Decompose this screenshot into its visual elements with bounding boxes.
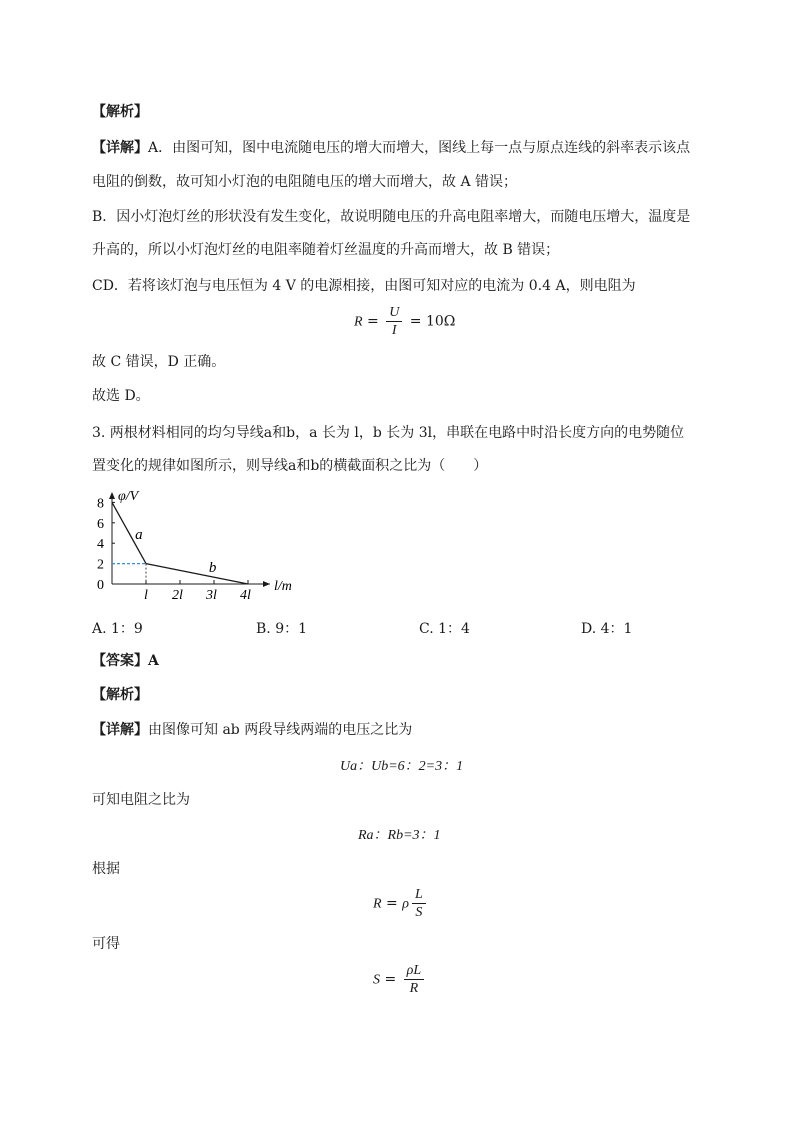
- option-cd-text: CD．若将该灯泡与电压恒为 4 V 的电源相接，由图可知对应的电流为 0.4 A，则电阻为: [92, 278, 636, 294]
- detail-paragraph-2: [92, 720, 412, 740]
- series-label-a: a: [135, 527, 143, 544]
- resistance-ratio-text: 可知电阻之比为: [92, 792, 190, 808]
- x-axis-label: l/m: [274, 579, 292, 594]
- resistance-ratio-equation: Ra：Rb=3：1: [358, 828, 441, 843]
- resistivity-eq: =: [381, 895, 403, 912]
- detail-text-2: 电阻的倒数，故可知小灯泡的电阻随电压的增大而增大，故 A 错误；: [92, 174, 518, 190]
- y-tick-label: 2: [97, 557, 104, 573]
- option-b-text-1: B．因小灯泡灯丝的形状没有发生变化，故说明随电压的升高电阻率增大，而随电压增大，温度是: [92, 209, 691, 225]
- question3-line1: 3. 两根材料相同的均匀导线a和b，a 长为 l，b 长为 3l，串联在电路中时沿长度方向的电势随位: [92, 425, 685, 441]
- detail-label-2: 【详解】: [92, 722, 148, 738]
- area-lhs: S: [373, 972, 380, 988]
- area-eq: =: [380, 971, 401, 988]
- y-tick-label: 0: [97, 578, 104, 593]
- answer-label: 【答案】A: [92, 653, 159, 669]
- area-denominator: R: [409, 981, 419, 996]
- according-text: 根据: [92, 861, 120, 877]
- series-label-b: b: [208, 559, 217, 576]
- y-axis-arrow: [109, 492, 115, 499]
- option-b-text-2: 升高的，所以小灯泡灯丝的电阻率随着灯丝温度的升高而增大，故 B 错误；: [92, 242, 560, 258]
- voltage-ratio-equation: Ua：Ub=6：2=3：1: [340, 759, 464, 774]
- option-c[interactable]: C. 1：4: [419, 621, 470, 637]
- conclusion-text: 故 C 错误，D 正确。: [92, 354, 226, 370]
- formula-eq: =: [362, 313, 384, 330]
- obtain-text: 可得: [92, 936, 120, 952]
- resistivity-lhs: R: [373, 896, 382, 912]
- detail-text-1: A．由图可知，图中电流随电压的增大而增大，图线上每一点与原点连线的斜率表示该点: [148, 140, 691, 156]
- formula-rhs: = 10Ω: [405, 313, 456, 330]
- resistivity-rho: ρ: [402, 896, 409, 912]
- option-a[interactable]: A. 1：9: [92, 621, 143, 637]
- choice-text: 故选 D。: [92, 388, 150, 404]
- area-fraction: [404, 962, 425, 997]
- y-tick-label: 4: [97, 537, 104, 553]
- option-d[interactable]: D. 4：1: [581, 621, 633, 637]
- analysis-label-2: 【解析】: [92, 687, 148, 703]
- potential-chart: [88, 486, 318, 604]
- detail-text-voltage: 由图像可知 ab 两段导线两端的电压之比为: [148, 722, 413, 738]
- x-tick-label: 2l: [172, 588, 183, 603]
- x-tick-label: 3l: [206, 588, 217, 603]
- formula-numerator: U: [386, 304, 402, 322]
- y-tick-label: 8: [97, 496, 104, 512]
- y-tick-label: 6: [97, 516, 104, 532]
- detail-paragraph-1: [92, 138, 690, 158]
- area-numerator: ρL: [404, 962, 425, 980]
- x-tick-label: l: [144, 588, 148, 603]
- detail-label: 【详解】: [92, 140, 148, 156]
- resistance-formula: [354, 304, 455, 339]
- analysis-label: 【解析】: [92, 104, 148, 120]
- area-formula: [373, 962, 427, 997]
- x-tick-label: 4l: [240, 588, 251, 603]
- x-axis-arrow: [263, 581, 270, 587]
- resistivity-numerator: L: [412, 886, 426, 904]
- formula-lhs: R: [354, 314, 363, 330]
- formula-fraction: [386, 304, 402, 339]
- formula-denominator: I: [391, 323, 397, 338]
- series-line-b: [146, 564, 248, 584]
- option-b[interactable]: B. 9：1: [256, 621, 308, 637]
- y-axis-label: φ/V: [118, 489, 139, 504]
- resistivity-denominator: S: [415, 905, 423, 920]
- resistivity-formula: [373, 886, 429, 921]
- resistivity-fraction: [412, 886, 426, 921]
- question3-line2: 置变化的规律如图所示，则导线a和b的横截面积之比为（ ）: [92, 458, 488, 474]
